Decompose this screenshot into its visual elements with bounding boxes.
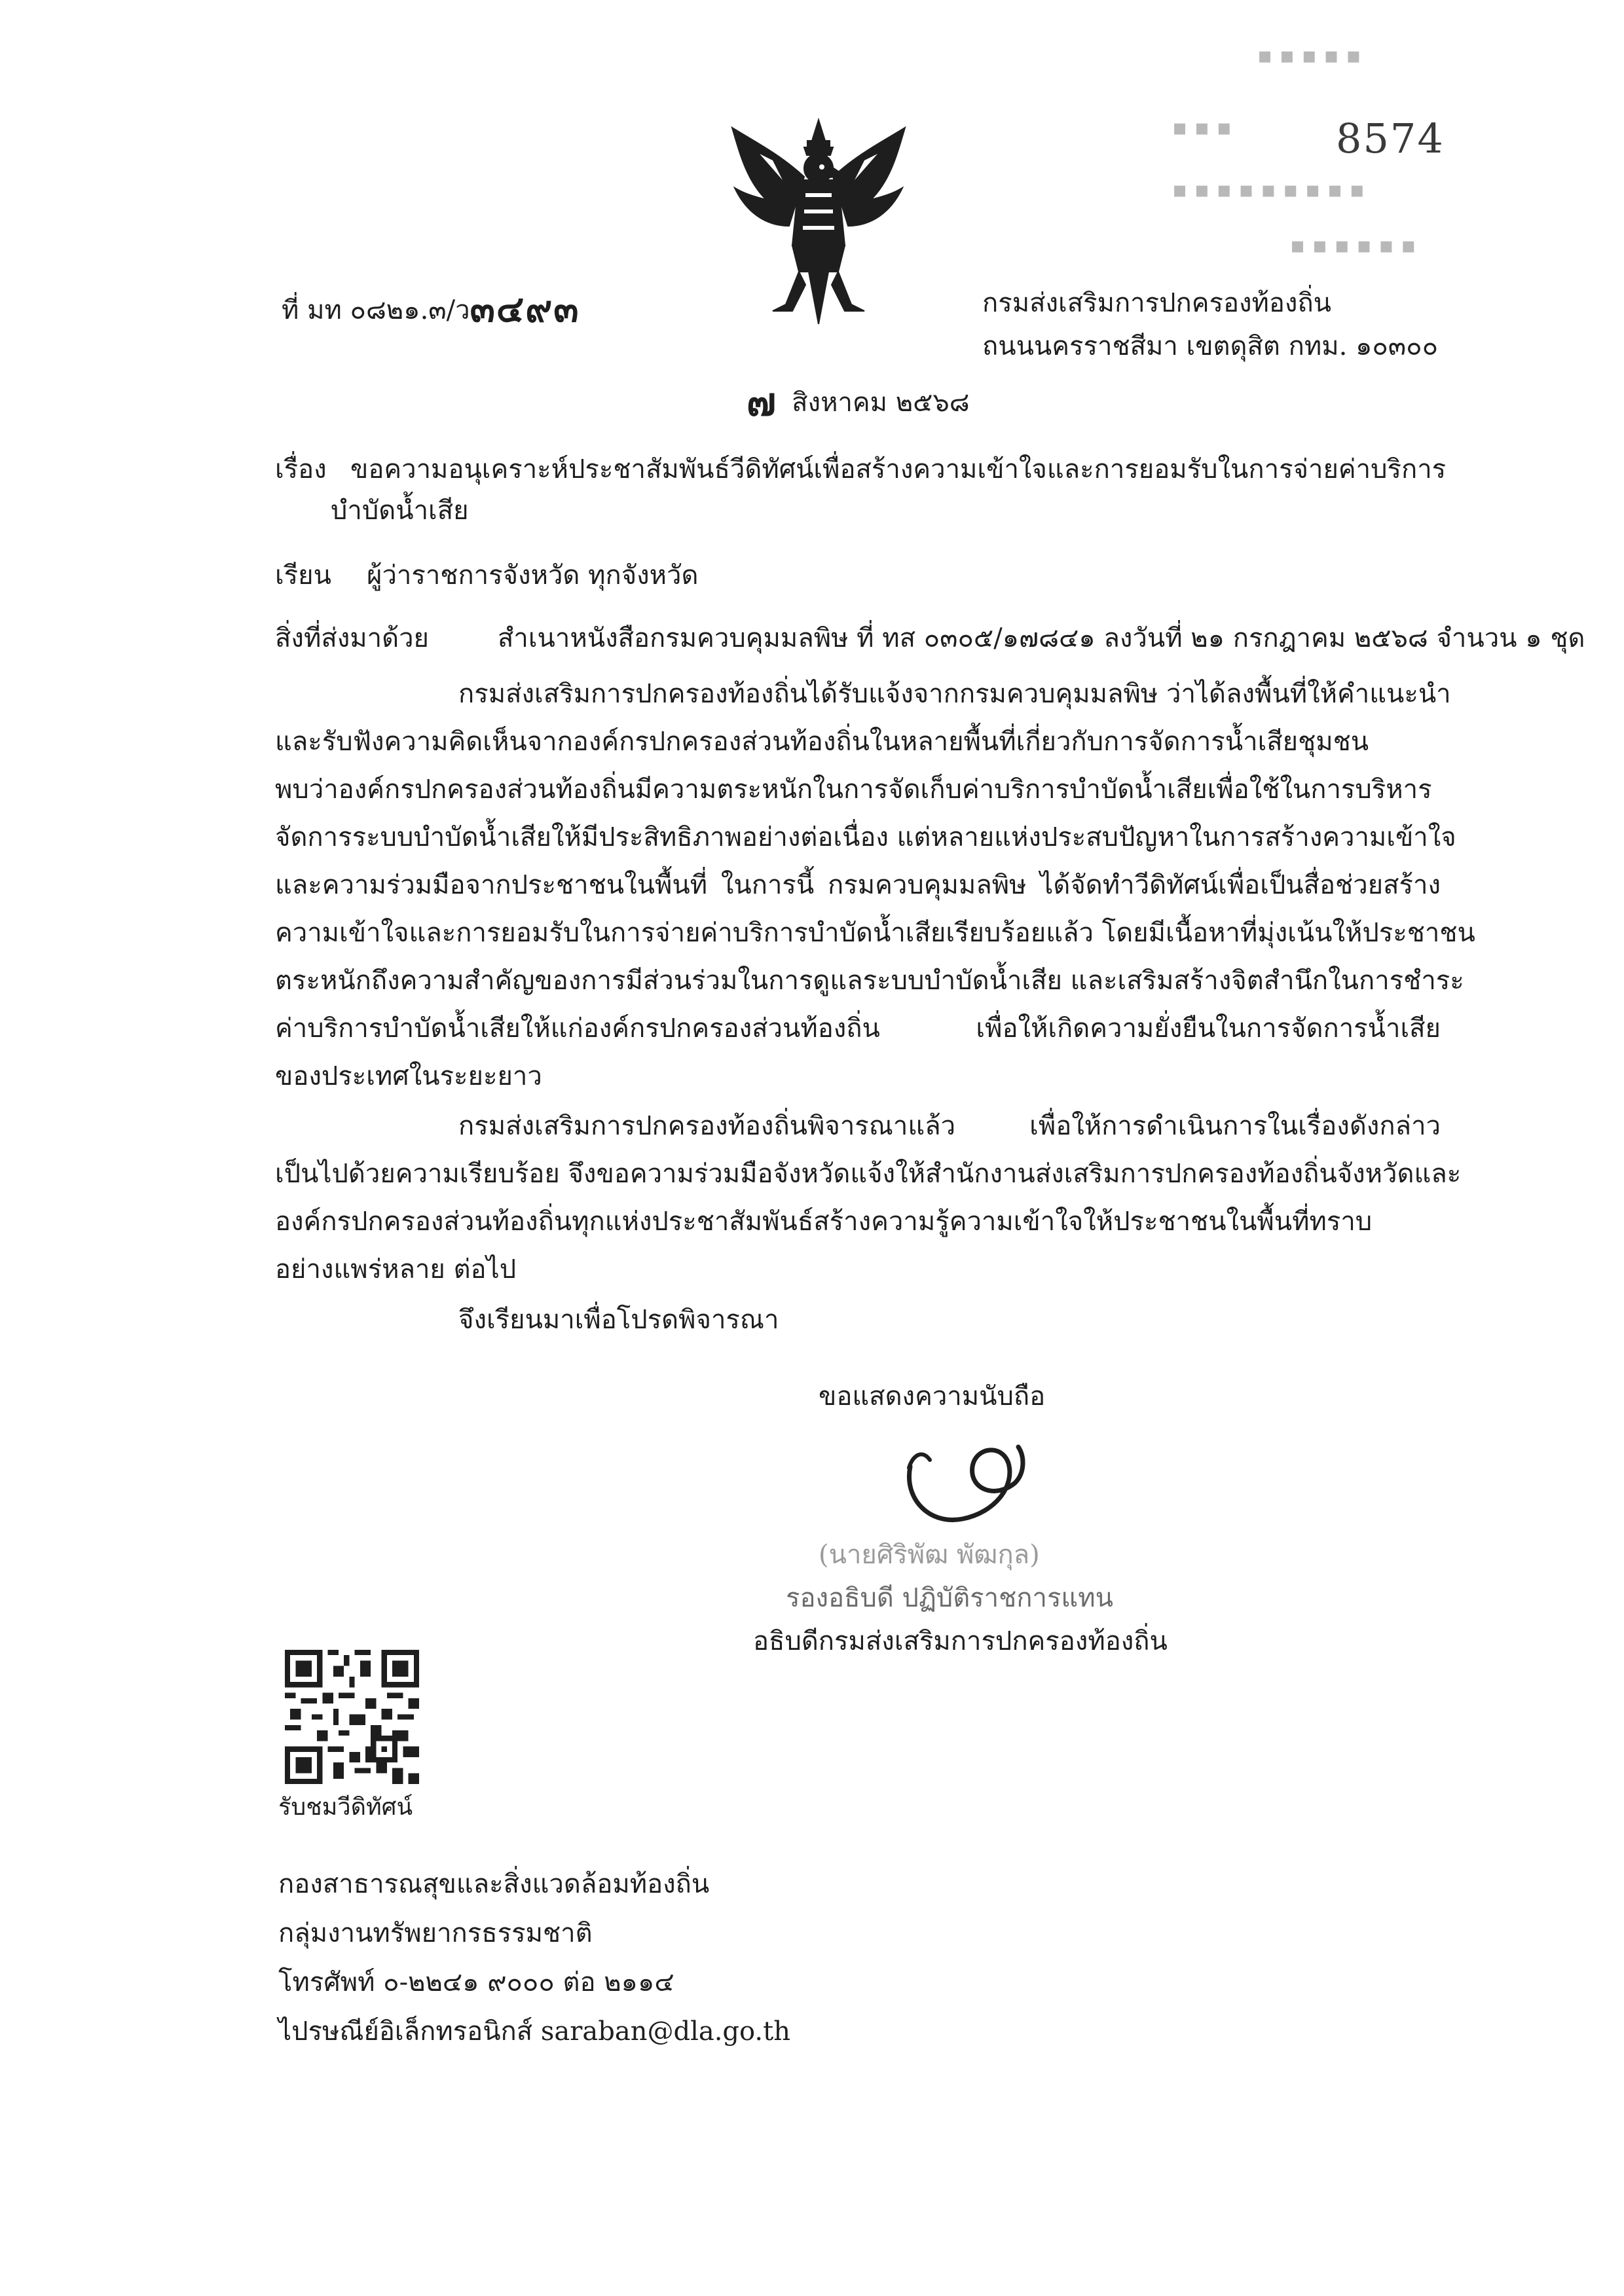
enclosure-label: สิ่งที่ส่งมาด้วย <box>275 623 429 653</box>
stamp-faded-line: ▪ ▪ ▪ <box>1172 115 1232 141</box>
paragraph-line: ของประเทศในระยะยาว <box>275 1061 542 1091</box>
paragraph-line: เป็นไปด้วยความเรียบร้อย จึงขอความร่วมมือจังหวัดแจ้งให้สำนักงานส่งเสริมการปกครองท้องถิ่นจังหวัดและ <box>275 1159 1462 1189</box>
paragraph-line: อย่างแพร่หลาย ต่อไป <box>275 1254 517 1285</box>
date-month-year: สิงหาคม ๒๕๖๘ <box>792 388 970 418</box>
document-reference <box>282 288 580 330</box>
sender-address: ถนนนครราชสีมา เขตดุสิต กทม. ๑๐๓๐๐ <box>982 331 1438 361</box>
subject-line-2: บำบัดน้ำเสีย <box>331 496 469 526</box>
body-paragraph-1 <box>275 670 1475 1101</box>
signatory-position: รองอธิบดี ปฏิบัติราชการแทน <box>786 1583 1113 1613</box>
stamp-faded-line: ▪ ▪ ▪ ▪ ▪ ▪ ▪ ▪ ▪ <box>1172 177 1365 203</box>
paragraph-line: และความร่วมมือจากประชาชนในพื้นที่ ในการนี้ กรมควบคุมมลพิษ ได้จัดทำวีดิทัศน์เพื่อเป็นสื่อช่วยสร้าง <box>275 870 1441 900</box>
paragraph-line: องค์กรปกครองส่วนท้องถิ่นทุกแห่งประชาสัมพันธ์สร้างความรู้ความเข้าใจให้ประชาชนในพื้นที่ทราบ <box>275 1207 1373 1237</box>
stamp-faded-line: ▪ ▪ ▪ ▪ ▪ ▪ <box>1290 232 1416 259</box>
signatory-title: อธิบดีกรมส่งเสริมการปกครองท้องถิ่น <box>753 1626 1168 1656</box>
doc-ref-prefix: ที่ มท ๐๘๒๑.๓/ว <box>282 295 470 325</box>
subject-line-1: ขอความอนุเคราะห์ประชาสัมพันธ์วีดิทัศน์เพื่อสร้างความเข้าใจและการยอมรับในการจ่ายค่าบริการ <box>350 454 1447 484</box>
paragraph-line: จัดการระบบบำบัดน้ำเสียให้มีประสิทธิภาพอย่างต่อเนื่อง แต่หลายแห่งประสบปัญหาในการสร้างความเข้าใจ <box>275 822 1456 852</box>
receipt-stamp <box>1113 36 1506 259</box>
qr-caption: รับชมวีดิทัศน์ <box>278 1794 413 1821</box>
closing-salutation: ขอแสดงความนับถือ <box>819 1381 1046 1412</box>
qr-code-icon[interactable] <box>285 1650 419 1784</box>
paragraph-line: ความเข้าใจและการยอมรับในการจ่ายค่าบริการบำบัดน้ำเสียเรียบร้อยแล้ว โดยมีเนื้อหาที่มุ่งเน้นให้ประชาชน <box>275 918 1475 948</box>
paragraph-line: ตระหนักถึงความสำคัญของการมีส่วนร่วมในการดูแลระบบบำบัดน้ำเสีย และเสริมสร้างจิตสำนึกในการชำระ <box>275 966 1464 996</box>
footer-department: กองสาธารณสุขและสิ่งแวดล้อมท้องถิ่น <box>278 1869 710 1899</box>
doc-ref-number: ๓๔๙๓ <box>470 287 580 331</box>
stamp-faded-line: ▪ ▪ ▪ ▪ ▪ <box>1257 43 1361 69</box>
footer-group: กลุ่มงานทรัพยากรธรรมชาติ <box>278 1918 593 1948</box>
enclosure-text: สำเนาหนังสือกรมควบคุมมลพิษ ที่ ทส ๐๓๐๕/๑๗๘๔๑ ลงวันที่ ๒๑ กรกฎาคม ๒๕๖๘ จำนวน ๑ ชุด <box>498 623 1585 653</box>
signatory-name: (นายศิริพัฒ พัฒกุล) <box>819 1540 1040 1570</box>
footer-email[interactable]: ไปรษณีย์อิเล็กทรอนิกส์ saraban@dla.go.th <box>278 2016 790 2047</box>
body-paragraph-2 <box>275 1102 1462 1294</box>
paragraph-line: กรมส่งเสริมการปกครองท้องถิ่นพิจารณาแล้ว เพื่อให้การดำเนินการในเรื่องดังกล่าว <box>458 1111 1441 1141</box>
paragraph-line: และรับฟังความคิดเห็นจากองค์กรปกครองส่วนท้องถิ่นในหลายพื้นที่เกี่ยวกับการจัดการน้ำเสียชุมชน <box>275 727 1369 757</box>
closing-sentence: จึงเรียนมาเพื่อโปรดพิจารณา <box>458 1305 779 1335</box>
date-day: ๗ <box>747 379 777 425</box>
garuda-emblem-icon <box>720 115 917 331</box>
paragraph-line: พบว่าองค์กรปกครองส่วนท้องถิ่นมีความตระหนักในการจัดเก็บค่าบริการบำบัดน้ำเสียเพื่อใช้ในการบริหาร <box>275 774 1432 805</box>
footer-phone: โทรศัพท์ ๐-๒๒๔๑ ๙๐๐๐ ต่อ ๒๑๑๔ <box>278 1967 674 1997</box>
paragraph-line: กรมส่งเสริมการปกครองท้องถิ่นได้รับแจ้งจากกรมควบคุมมลพิษ ว่าได้ลงพื้นที่ให้คำแนะนำ <box>458 679 1451 709</box>
paragraph-line: ค่าบริการบำบัดน้ำเสียให้แก่องค์กรปกครองส่วนท้องถิ่น เพื่อให้เกิดความยั่งยืนในการจัดการน้ำเสีย <box>275 1013 1441 1044</box>
receipt-number: 8574 <box>1336 115 1445 162</box>
sender-organization: กรมส่งเสริมการปกครองท้องถิ่น <box>982 288 1332 318</box>
recipient-text: ผู้ว่าราชการจังหวัด ทุกจังหวัด <box>367 560 699 591</box>
subject-label: เรื่อง <box>275 454 327 484</box>
document-date <box>747 380 970 425</box>
handwritten-signature <box>884 1427 1054 1532</box>
recipient-label: เรียน <box>275 560 331 591</box>
